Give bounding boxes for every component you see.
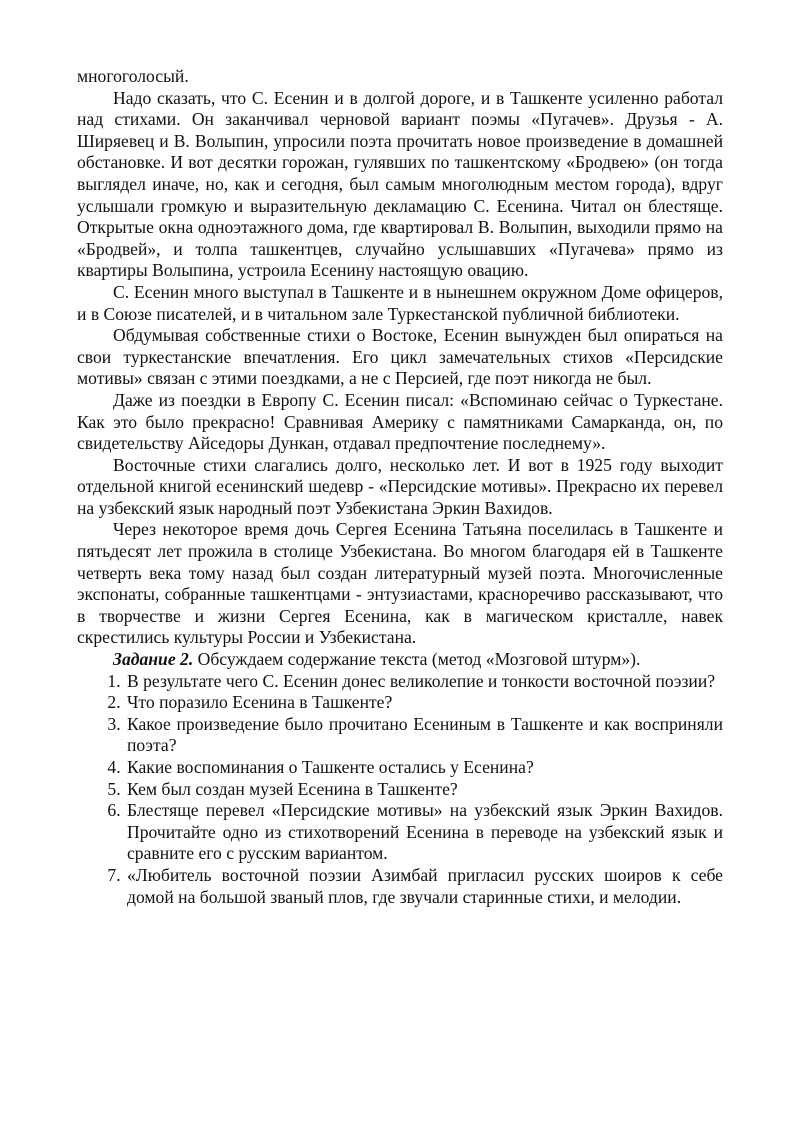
question-item: 7. «Любитель восточной поэзии Азимбай пригласил русских шоиров к себе домой на большой званый плов, где звучали старинные стихи, и мелодии. [125, 865, 723, 908]
paragraph: Обдумывая собственные стихи о Востоке, Есенин вынужден был опираться на свои туркестанские впечатления. Его цикл замечательных стихов «Персидские мотивы» связан с этими поездками, а не с Персией, где поэт никогда не был. [77, 325, 723, 389]
task-text: Обсуждаем содержание текста (метод «Мозговой штурм»). [193, 649, 641, 670]
question-item: 1. В результате чего С. Есенин донес великолепие и тонкости восточной поэзии? [125, 671, 723, 693]
task-label: Задание 2. [113, 649, 194, 670]
question-item: 3. Какое произведение было прочитано Есениным в Ташкенте и как восприняли поэта? [125, 714, 723, 757]
paragraph: Надо сказать, что С. Есенин и в долгой дороге, и в Ташкенте усиленно работал над стихами. Он заканчивал черновой вариант поэмы «Пугачев». Друзья - А. Ширяевец и В. Волыпин, упросили поэта прочитать новое произведение в домашней обстановке. И вот десятки горожан, гулявших по ташкентскому «Бродвею» (он тогда выглядел иначе, но, как и сегодня, был самым многолюдным местом города), вдруг услышали громкую и выразительную декламацию С. Есенина. Читал он блестяще. Открытые окна одноэтажного дома, где квартировал В. Волыпин, выходили прямо на «Бродвей», и толпа ташкентцев, случайно услышавших «Пугачева» прямо из квартиры Волыпина, устроила Есенину настоящую овацию. [77, 87, 723, 281]
paragraph: Даже из поездки в Европу С. Есенин писал: «Вспоминаю сейчас о Туркестане. Как это было прекрасно! Сравнивая Америку с памятниками Самарканда, он, по свидетельству Айседоры Дункан, отдавал предпочтение последнему». [77, 389, 723, 454]
paragraph-continuation: многоголосый. [77, 66, 189, 86]
paragraph: С. Есенин много выступал в Ташкенте и в нынешнем окружном Доме офицеров, и в Союзе писателей, и в читальном зале Туркестанской публичной библиотеки. [77, 281, 723, 324]
question-item: 5. Кем был создан музей Есенина в Ташкенте? [125, 779, 723, 801]
question-item: 6. Блестяще перевел «Персидские мотивы» на узбекский язык Эркин Вахидов. Прочитайте одно из стихотворений Есенина в переводе на узбекский язык и сравните его с русским вариантом. [125, 800, 723, 865]
paragraph: Через некоторое время дочь Сергея Есенина Татьяна поселилась в Ташкенте и пятьдесят лет прожила в столице Узбекистана. Во многом благодаря ей в Ташкенте четверть века тому назад был создан литературный музей поэта. Многочисленные экспонаты, собранные ташкентцами - энтузиастами, красноречиво рассказывают, что в творчестве и жизни Сергея Есенина, как в магическом кристалле, навек скрестились культуры России и Узбекистана. [77, 519, 723, 648]
question-item: 4. Какие воспоминания о Ташкенте остались у Есенина? [125, 757, 723, 779]
question-list [77, 671, 723, 909]
document-page [77, 66, 723, 908]
task-heading [77, 649, 723, 671]
question-item: 2. Что поразило Есенина в Ташкенте? [125, 692, 723, 714]
paragraph: Восточные стихи слагались долго, несколько лет. И вот в 1925 году выходит отдельной книгой есенинский шедевр - «Персидские мотивы». Прекрасно их перевел на узбекский язык народный поэт Узбекистана Эркин Вахидов. [77, 454, 723, 518]
